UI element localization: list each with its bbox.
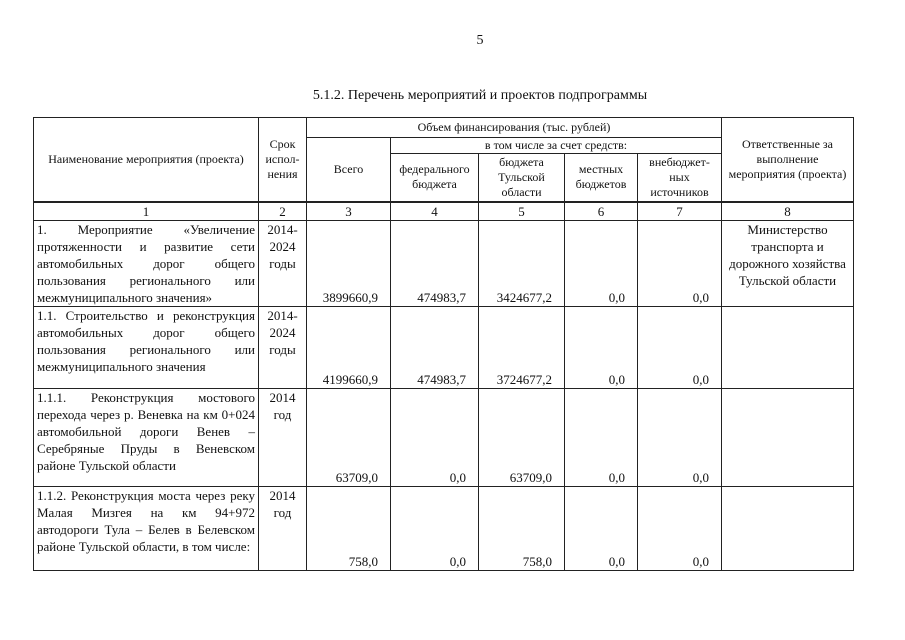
- header-responsible: Ответственные за выполнение мероприятия (проекта): [722, 118, 854, 202]
- activity-name: 1.1.2. Реконструкция моста через реку Малая Мизгея на км 94+972 автодороги Тула – Белев в Белевском районе Тульской области, в том числе:: [34, 486, 259, 570]
- value-federal: 474983,7: [391, 220, 479, 306]
- column-number: 6: [565, 202, 638, 221]
- responsible: [722, 486, 854, 570]
- table-row: [34, 486, 854, 570]
- table-row: [34, 388, 854, 486]
- activity-term: 2014 год: [259, 486, 307, 570]
- header-term: Срок испол-нения: [259, 118, 307, 202]
- activity-term: 2014-2024 годы: [259, 220, 307, 306]
- value-total: 3899660,9: [307, 220, 391, 306]
- header-federal: федерального бюджета: [391, 154, 479, 202]
- value-total: 4199660,9: [307, 306, 391, 388]
- column-number: 5: [479, 202, 565, 221]
- table-title: 5.1.2. Перечень мероприятий и проектов подпрограммы: [312, 88, 648, 103]
- value-total: 63709,0: [307, 388, 391, 486]
- header-total: Всего: [307, 138, 391, 202]
- table-row: [34, 306, 854, 388]
- value-local: 0,0: [565, 388, 638, 486]
- header-local: местных бюджетов: [565, 154, 638, 202]
- table-row: [34, 220, 854, 306]
- responsible: Министерство транспорта и дорожного хозяйства Тульской области: [722, 220, 854, 306]
- activities-table: [33, 117, 854, 571]
- activity-name: 1.1.1. Реконструкция мостового перехода через р. Веневка на км 0+024 автомобильной дороги Венев – Серебряные Пруды в Веневском районе Тульской области: [34, 388, 259, 486]
- activity-name: 1. Мероприятие «Увеличение протяженности и развитие сети автомобильных дорог общего пользования регионального или межмуниципального значения»: [34, 220, 259, 306]
- header-including: в том числе за счет средств:: [391, 138, 722, 154]
- value-regional: 3724677,2: [479, 306, 565, 388]
- header-regional: бюджета Тульской области: [479, 154, 565, 202]
- value-regional: 63709,0: [479, 388, 565, 486]
- value-regional: 758,0: [479, 486, 565, 570]
- header-name: Наименование мероприятия (проекта): [34, 118, 259, 202]
- header-financing: Объем финансирования (тыс. рублей): [307, 118, 722, 138]
- value-local: 0,0: [565, 486, 638, 570]
- column-number: 7: [638, 202, 722, 221]
- activity-term: 2014-2024 годы: [259, 306, 307, 388]
- responsible: [722, 306, 854, 388]
- activity-name: 1.1. Строительство и реконструкция автомобильных дорог общего пользования регионального или межмуниципального значения: [34, 306, 259, 388]
- column-number: 2: [259, 202, 307, 221]
- value-regional: 3424677,2: [479, 220, 565, 306]
- value-total: 758,0: [307, 486, 391, 570]
- value-federal: 0,0: [391, 388, 479, 486]
- activity-term: 2014 год: [259, 388, 307, 486]
- column-number: 4: [391, 202, 479, 221]
- value-local: 0,0: [565, 306, 638, 388]
- header-extra: внебюджет-ных источников: [638, 154, 722, 202]
- responsible: [722, 388, 854, 486]
- value-local: 0,0: [565, 220, 638, 306]
- value-federal: 474983,7: [391, 306, 479, 388]
- column-number: 3: [307, 202, 391, 221]
- value-extra: 0,0: [638, 486, 722, 570]
- column-number: 1: [34, 202, 259, 221]
- column-number: 8: [722, 202, 854, 221]
- page-number: 5: [476, 33, 484, 48]
- value-extra: 0,0: [638, 220, 722, 306]
- value-extra: 0,0: [638, 388, 722, 486]
- value-federal: 0,0: [391, 486, 479, 570]
- value-extra: 0,0: [638, 306, 722, 388]
